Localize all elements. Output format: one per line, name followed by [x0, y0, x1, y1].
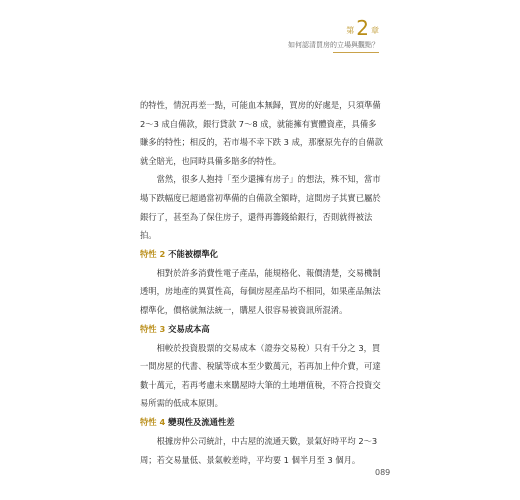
paragraph-2: 當然，很多人抱持「至少還擁有房子」的想法，殊不知，當市場下跌幅度已超過當初準備的自備款全額時，這間房子其實已屬於銀行了，甚至為了保住房子，還得再籌錢給銀行，否則就得被法拍。	[140, 174, 381, 241]
section-heading-3	[140, 320, 383, 339]
chapter-label	[346, 18, 379, 38]
section-title-3: 交易成本高	[168, 323, 210, 334]
chapter-title: 如何認清買房的立場與觀點？	[288, 41, 379, 49]
chapter-header	[279, 18, 379, 50]
chapter-suffix: 章	[371, 26, 379, 35]
page-number: 089	[375, 468, 391, 477]
section-heading-2	[140, 245, 383, 264]
chapter-number: 2	[356, 16, 369, 40]
chapter-divider	[333, 52, 379, 53]
body-text	[140, 96, 383, 469]
section-tag-4: 特性 4	[140, 416, 166, 427]
paragraph-1: 的特性，情況再差一點，可能血本無歸，買房的好處是，只須準備 2～3 成自備款，銀行貸款 7～8 成，就能擁有實體資產，具備多賺多的特性；相反的，若市場不幸下跌 3 成，那麼原先存的自備款就全賠光，也同時具備多賠多的特性。	[140, 100, 383, 166]
section-heading-4	[140, 413, 383, 432]
paragraph-3: 相對於許多消費性電子產品，能規格化、報價清楚，交易機制透明，房地產的異質性高，每個房屋產品均不相同，如果產品無法標準化，價格就無法統一，購屋人很容易被資訊所混淆。	[140, 267, 381, 315]
section-tag-2: 特性 2	[140, 248, 166, 259]
section-title-2: 不能被標準化	[168, 248, 218, 259]
chapter-prefix: 第	[346, 26, 355, 35]
paragraph-4: 相較於投資股票的交易成本（證券交易稅）只有千分之 3，買一間房屋的代書、稅賦等成本至少數萬元，若再加上仲介費，可達數十萬元，若再考慮未來購屋時大筆的土地增值稅，不符合投資交易所需的低成本原則。	[140, 342, 381, 409]
section-title-4: 變現性及流通性差	[168, 416, 235, 427]
paragraph-5: 根據房仲公司統計，中古屋的流通天數，景氣好時平均 2～3 周；若交易量低、景氣較差時，平均要 1 個半月至 3 個月。	[140, 435, 378, 465]
section-tag-3: 特性 3	[140, 323, 166, 334]
